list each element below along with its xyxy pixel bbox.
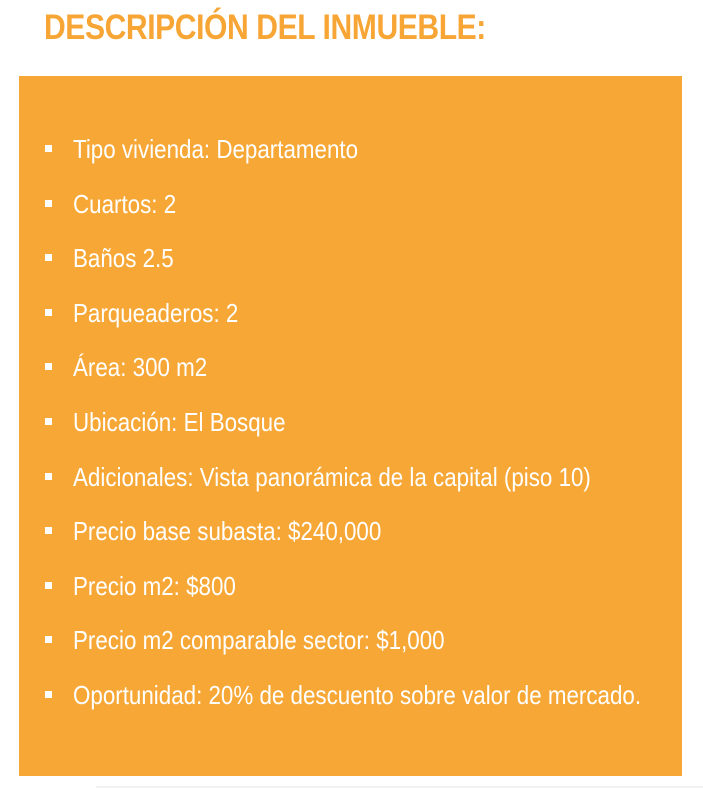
feature-list [19,132,682,733]
bullet-icon [45,418,52,425]
feature-text: Tipo vivienda: Departamento [73,134,359,164]
feature-item [19,405,682,460]
feature-item [19,241,682,296]
feature-text: Área: 300 m2 [73,352,208,383]
bullet-icon [45,473,52,480]
bullet-icon [45,145,52,152]
bullet-icon [45,691,52,698]
feature-item [19,514,682,569]
feature-text: Parqueaderos: 2 [73,297,239,328]
feature-item [19,569,682,624]
feature-item [19,296,682,351]
feature-text: Adicionales: Vista panorámica de la capital (piso 10) [73,461,591,492]
feature-item [19,678,682,733]
feature-item [19,623,682,678]
bullet-icon [45,363,52,370]
bullet-icon [45,200,52,207]
feature-item [19,350,682,405]
feature-item [19,460,682,515]
bullet-icon [45,527,52,534]
bullet-icon [45,309,52,316]
bottom-divider [96,786,703,788]
feature-text: Oportunidad: 20% de descuento sobre valor de mercado. [73,679,642,710]
feature-text: Precio m2: $800 [73,570,236,601]
feature-text: Precio m2 comparable sector: $1,000 [73,625,445,656]
feature-text: Cuartos: 2 [73,188,177,219]
feature-text: Precio base subasta: $240,000 [73,516,382,547]
property-description-panel [19,76,682,776]
feature-item [19,132,682,187]
feature-text: Baños 2.5 [73,243,174,274]
feature-text: Ubicación: El Bosque [73,406,286,437]
bullet-icon [45,254,52,261]
section-heading: DESCRIPCIÓN DEL INMUEBLE: [44,8,486,47]
bullet-icon [45,582,52,589]
feature-item [19,187,682,242]
bullet-icon [45,636,52,643]
